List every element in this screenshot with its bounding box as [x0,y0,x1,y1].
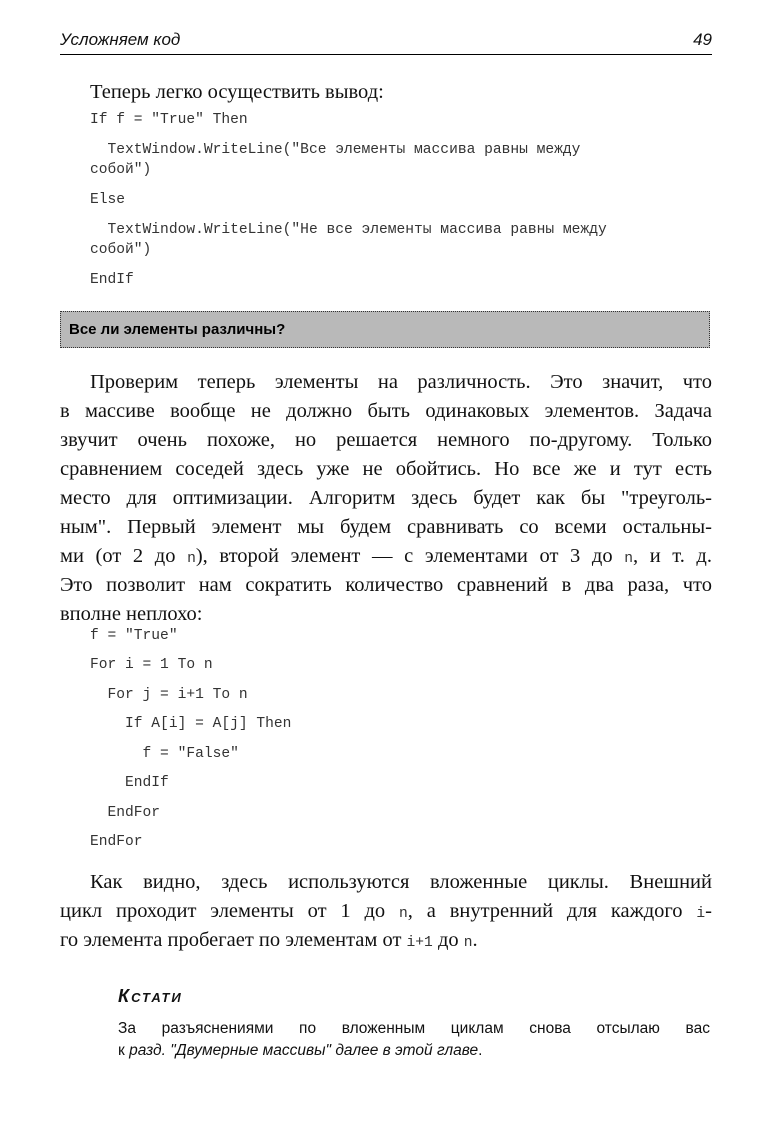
code-line: EndFor [90,834,143,850]
code-line: EndIf [90,775,169,791]
code-line: EndFor [90,805,161,821]
section-heading: Все ли элементы различны? [69,321,286,338]
text-line [60,897,712,926]
text-line: Проверим теперь элементы на различность. Это значит, что [90,371,712,393]
text-fragment: ), второй элемент — с элементами от 3 до [195,545,625,567]
code-line: EndIf [90,272,134,288]
text-fragment: цикл проходит элементы от 1 до [60,900,400,922]
page-number: 49 [693,30,712,49]
note-body [118,1018,710,1062]
text-fragment: до [432,929,464,951]
running-header [60,30,712,55]
text-fragment: - [705,900,712,922]
inline-code: n [463,935,473,951]
code-line: Else [90,192,126,208]
text-fragment: . [472,929,478,951]
code-line: If A[i] = A[j] Then [90,716,292,732]
cross-reference: разд. "Двумерные массивы" далее в этой главе [129,1042,479,1059]
text-line: в массиве вообще не должно быть одинаковых элементов. Задача [60,400,712,422]
inline-code: n [624,551,633,567]
inline-code: i+1 [406,935,433,951]
text-line: сравнением соседей здесь уже не обойтись. Но все же и тут есть [60,458,712,480]
text-fragment: ми (от 2 до [60,545,188,567]
text-fragment: , а внутренний для каждого [407,900,697,922]
chapter-title: Усложняем код [60,30,181,49]
text-fragment: . [478,1042,483,1059]
paragraph-distinct-elements [60,368,712,629]
code-line: For j = i+1 To n [90,687,248,703]
text-line [60,542,712,571]
note-line: За разъяснениями по вложенным циклам снова отсылаю вас [118,1020,710,1037]
inline-code: n [399,906,408,922]
code-line: собой") [90,242,152,258]
inline-code: n [187,551,196,567]
text-line [60,926,712,955]
text-line: звучит очень похоже, но решается немного по-другому. Только [60,429,712,451]
code-line: If f = "True" Then [90,112,248,128]
code-line: For i = 1 To n [90,657,213,673]
text-line: Как видно, здесь используются вложенные циклы. Внешний [90,871,712,893]
inline-code: i [696,906,706,922]
code-line: собой") [90,162,152,178]
text-fragment: к [118,1042,130,1059]
text-line: вполне неплохо: [60,603,203,625]
code-line: TextWindow.WriteLine("Не все элементы массива равны между [90,222,607,238]
text-line: Это позволит нам сократить количество сравнений в два раза, что [60,574,712,596]
intro-sentence: Теперь легко осуществить вывод: [90,81,384,103]
text-fragment: го элемента пробегает по элементам от [60,929,407,951]
code-line: TextWindow.WriteLine("Все элементы массива равны между [90,142,581,158]
text-line: место для оптимизации. Алгоритм здесь будет как бы "треуголь- [60,487,712,509]
paragraph-nested-loops [60,868,712,955]
section-heading-bar [60,311,710,348]
text-line: ным". Первый элемент мы будем сравнивать со всеми остальны- [60,516,712,538]
code-line: f = "True" [90,628,178,644]
note-line [118,1040,710,1062]
note-heading: Кстати [118,986,183,1006]
text-fragment: , и т. д. [632,545,712,567]
code-line: f = "False" [90,746,239,762]
